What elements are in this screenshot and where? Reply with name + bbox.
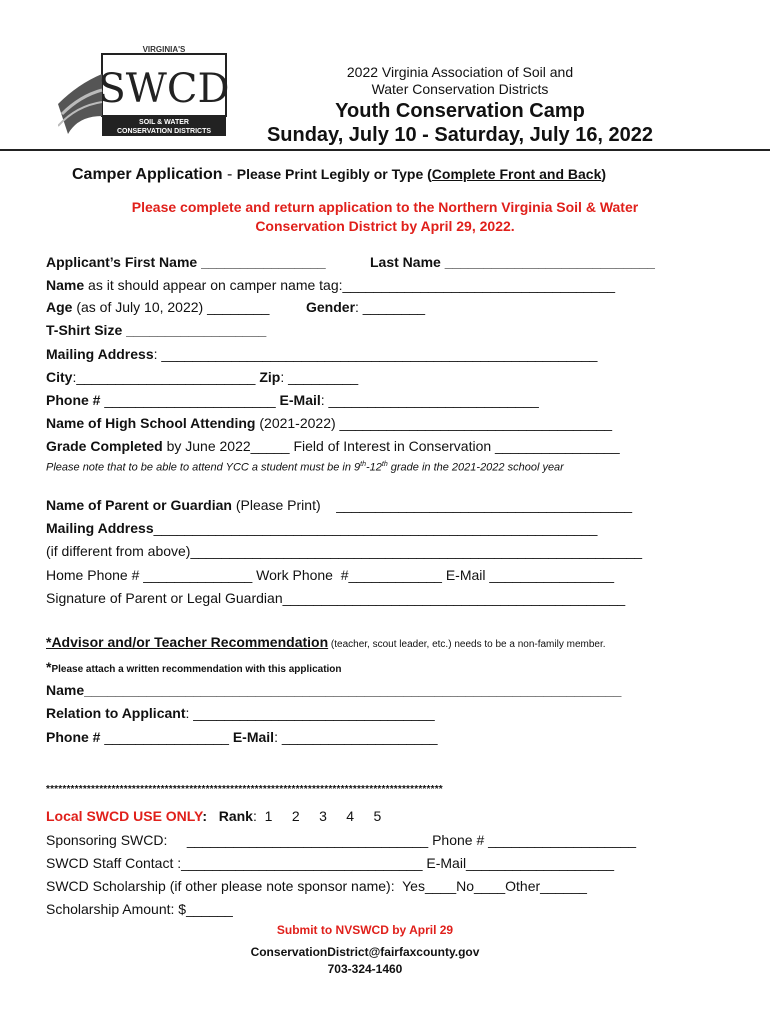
notice-line2: Conservation District by April 29, 2022.	[255, 218, 515, 234]
parent-mailing-field[interactable]: Mailing Address_________________________________________________________	[46, 520, 598, 536]
grade-interest-field[interactable]: Grade Completed by June 2022_____ Field of Interest in Conservation ________________	[46, 438, 620, 454]
logo-main-text: SWCD	[98, 66, 228, 112]
advisor-attach-note: *Please attach a written recommendation with this application	[46, 659, 342, 675]
advisor-heading: *Advisor and/or Teacher Recommendation (teacher, scout leader, etc.) needs to be a non-family member.	[46, 634, 606, 650]
advisor-phone-email-field[interactable]: Phone # ________________ E-Mail: ____________________	[46, 729, 438, 745]
heading-instr: Please Print Legibly or Type (	[236, 166, 432, 182]
high-school-field[interactable]: Name of High School Attending (2021-2022) ___________________________________	[46, 415, 613, 431]
advisor-name-field[interactable]: Name_____________________________________________________________________	[46, 682, 622, 698]
heading-instr-end: )	[601, 166, 607, 182]
logo-sub1: SOIL & WATER	[139, 119, 189, 126]
notice-line1: Please complete and return application to the Northern Virginia Soil & Water	[131, 199, 639, 215]
application-heading	[72, 166, 606, 184]
submit-deadline: Submit to NVSWCD by April 29	[276, 923, 454, 937]
org-line2: Water Conservation Districts	[371, 81, 549, 97]
last-name-field[interactable]: Last Name ___________________________	[370, 254, 655, 270]
logo-top-text: VIRGINIA'S	[142, 45, 186, 54]
parent-signature-field[interactable]: Signature of Parent or Legal Guardian____________________________________________	[46, 590, 626, 606]
parent-phones-field[interactable]: Home Phone # ______________ Work Phone #____________ E-Mail ________________	[46, 567, 614, 583]
staff-contact-field[interactable]: SWCD Staff Contact :_______________________________ E-Mail___________________	[46, 855, 614, 871]
advisor-relation-field[interactable]: Relation to Applicant: _______________________________	[46, 705, 435, 721]
logo-sub2: CONSERVATION DISTRICTS	[116, 128, 212, 135]
name-tag-field[interactable]: Name as it should appear on camper name tag:___________________________________	[46, 277, 616, 293]
tshirt-size-field[interactable]: T-Shirt Size __________________	[46, 322, 267, 338]
heading-sep: -	[222, 166, 237, 183]
contact-phone: 703-324-1460	[327, 962, 403, 976]
mailing-address-field[interactable]: Mailing Address: ________________________________________________________	[46, 346, 598, 362]
camp-dates: Sunday, July 10 - Saturday, July 16, 2022	[266, 124, 654, 146]
contact-email[interactable]: ConservationDistrict@fairfaxcounty.gov	[250, 945, 480, 959]
header-rule	[0, 149, 770, 151]
separator-stars: *************************************************************************************************	[46, 784, 443, 795]
parent-name-field[interactable]: Name of Parent or Guardian (Please Print) ______________________________________	[46, 497, 633, 513]
first-name-field[interactable]: Applicant’s First Name ________________	[46, 254, 326, 270]
scholarship-amount-field[interactable]: Scholarship Amount: $______	[46, 901, 233, 917]
swcd-logo	[58, 44, 228, 138]
parent-different-address-field[interactable]: (if different from above)__________________________________________________________	[46, 543, 643, 559]
local-use-rank: Local SWCD USE ONLY: Rank: 1 2 3 4 5	[46, 808, 382, 824]
application-title: Camper Application	[72, 166, 223, 183]
scholarship-field[interactable]: SWCD Scholarship (if other please note sponsor name): Yes____No____Other______	[46, 878, 587, 894]
org-line1: 2022 Virginia Association of Soil and	[346, 64, 574, 80]
grade-note: Please note that to be able to attend YCC a student must be in 9th-12th grade in the 2021-2022 school year	[46, 461, 564, 474]
city-zip-field[interactable]: City:_______________________ Zip: _________	[46, 369, 359, 385]
phone-email-field[interactable]: Phone # ______________________ E-Mail: ___________________________	[46, 392, 539, 408]
age-field[interactable]: Age (as of July 10, 2022) ________	[46, 299, 270, 315]
heading-instr-underlined: Complete Front and Back	[431, 166, 602, 182]
gender-field[interactable]: Gender: ________	[306, 299, 426, 315]
sponsoring-swcd-field[interactable]: Sponsoring SWCD: _______________________________ Phone # ___________________	[46, 832, 637, 848]
camp-title: Youth Conservation Camp	[335, 100, 585, 122]
